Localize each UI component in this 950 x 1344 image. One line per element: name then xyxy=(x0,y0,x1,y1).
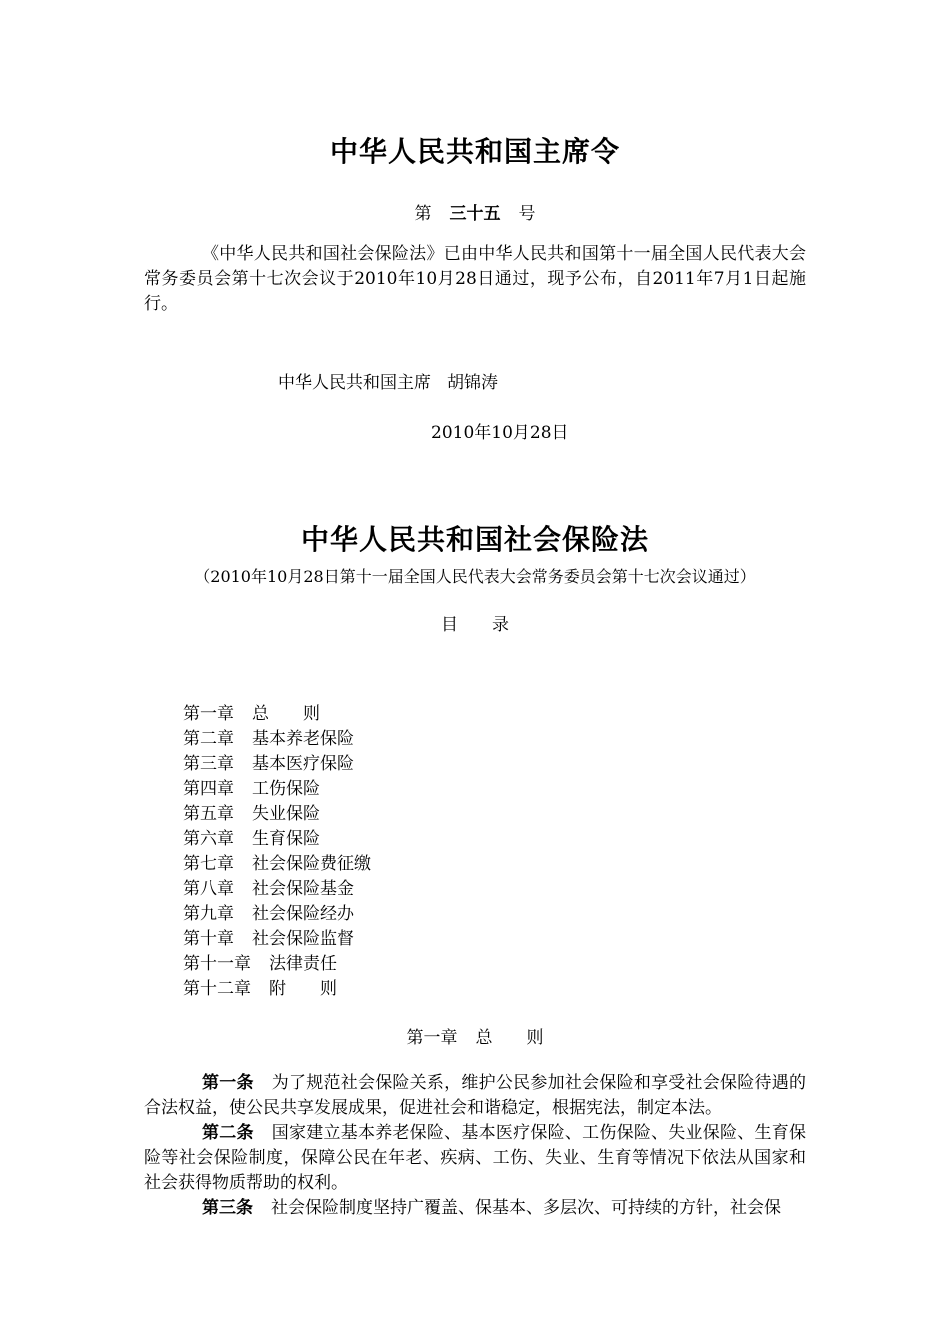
toc-chapter-number: 第二章 xyxy=(183,729,234,749)
article-text: 社会保险制度坚持广覆盖、保基本、多层次、可持续的方针，社会保 xyxy=(271,1198,781,1218)
toc-heading xyxy=(0,610,950,635)
article-label: 第二条 xyxy=(202,1123,254,1143)
toc-chapter-number: 第八章 xyxy=(183,879,234,899)
article-label: 第一条 xyxy=(202,1073,254,1093)
article xyxy=(144,1071,806,1121)
article xyxy=(144,1196,806,1221)
toc-item xyxy=(183,827,371,852)
toc-chapter-title: 失业保险 xyxy=(252,804,320,824)
toc-item xyxy=(183,752,371,777)
toc-item xyxy=(183,952,371,977)
signer-title: 中华人民共和国主席 xyxy=(278,373,431,393)
toc-chapter-title: 总 则 xyxy=(252,704,320,724)
toc-item xyxy=(183,852,371,877)
law-title: 中华人民共和国社会保险法 xyxy=(300,523,649,556)
decree-number xyxy=(0,199,950,224)
chapter-title: 总 则 xyxy=(475,1028,544,1048)
toc-chapter-number: 第九章 xyxy=(183,904,234,924)
toc-chapter-number: 第十章 xyxy=(183,929,234,949)
decree-title: 中华人民共和国主席令 xyxy=(329,135,620,168)
decree-number-suffix: 号 xyxy=(518,204,536,224)
toc-item xyxy=(183,977,371,1002)
toc-chapter-title: 社会保险基金 xyxy=(252,879,354,899)
toc-item xyxy=(183,927,371,952)
toc-chapter-number: 第三章 xyxy=(183,754,234,774)
toc-chapter-number: 第四章 xyxy=(183,779,234,799)
toc-item xyxy=(183,727,371,752)
signer-name: 胡锦涛 xyxy=(447,373,498,393)
toc-chapter-title: 基本养老保险 xyxy=(252,729,354,749)
article xyxy=(144,1121,806,1196)
toc-chapter-title: 基本医疗保险 xyxy=(252,754,354,774)
toc-item xyxy=(183,877,371,902)
toc-chapter-title: 社会保险监督 xyxy=(252,929,354,949)
toc-chapter-title: 社会保险费征缴 xyxy=(252,854,371,874)
toc-item xyxy=(183,802,371,827)
article-label: 第三条 xyxy=(202,1198,253,1218)
article-text: 国家建立基本养老保险、基本医疗保险、工伤保险、失业保险、生育保险等社会保险制度，保障公民在年老、疾病、工伤、失业、生育等情况下依法从国家和社会获得物质帮助的权利。 xyxy=(144,1123,807,1193)
chapter-heading xyxy=(0,1023,950,1048)
decree-number-prefix: 第 xyxy=(414,204,432,224)
toc-chapter-title: 生育保险 xyxy=(252,829,320,849)
decree-signature xyxy=(278,368,498,393)
toc-chapter-title: 工伤保险 xyxy=(252,779,320,799)
toc-heading-char: 录 xyxy=(492,615,509,635)
toc-item xyxy=(183,702,371,727)
article-text: 为了规范社会保险关系，维护公民参加社会保险和享受社会保险待遇的合法权益，使公民共享发展成果，促进社会和谐稳定，根据宪法，制定本法。 xyxy=(144,1073,807,1118)
toc-heading-char: 目 xyxy=(441,615,458,635)
toc-chapter-number: 第七章 xyxy=(183,854,234,874)
chapter-number: 第一章 xyxy=(406,1028,458,1048)
table-of-contents xyxy=(183,702,371,1002)
decree-date: 2010年10月28日 xyxy=(431,423,569,443)
toc-chapter-number: 第五章 xyxy=(183,804,234,824)
toc-chapter-number: 第一章 xyxy=(183,704,234,724)
toc-chapter-number: 第十二章 xyxy=(183,979,251,999)
toc-chapter-number: 第六章 xyxy=(183,829,234,849)
toc-chapter-title: 社会保险经办 xyxy=(252,904,354,924)
toc-chapter-title: 法律责任 xyxy=(269,954,337,974)
decree-body: 《中华人民共和国社会保险法》已由中华人民共和国第十一届全国人民代表大会常务委员会第十七次会议于2010年10月28日通过，现予公布，自2011年7月1日起施行。 xyxy=(144,244,806,314)
toc-chapter-number: 第十一章 xyxy=(183,954,251,974)
toc-item xyxy=(183,902,371,927)
decree-number-value: 三十五 xyxy=(449,204,501,224)
toc-chapter-title: 附 则 xyxy=(269,979,337,999)
toc-item xyxy=(183,777,371,802)
law-subtitle: （2010年10月28日第十一届全国人民代表大会常务委员会第十七次会议通过） xyxy=(194,567,756,586)
